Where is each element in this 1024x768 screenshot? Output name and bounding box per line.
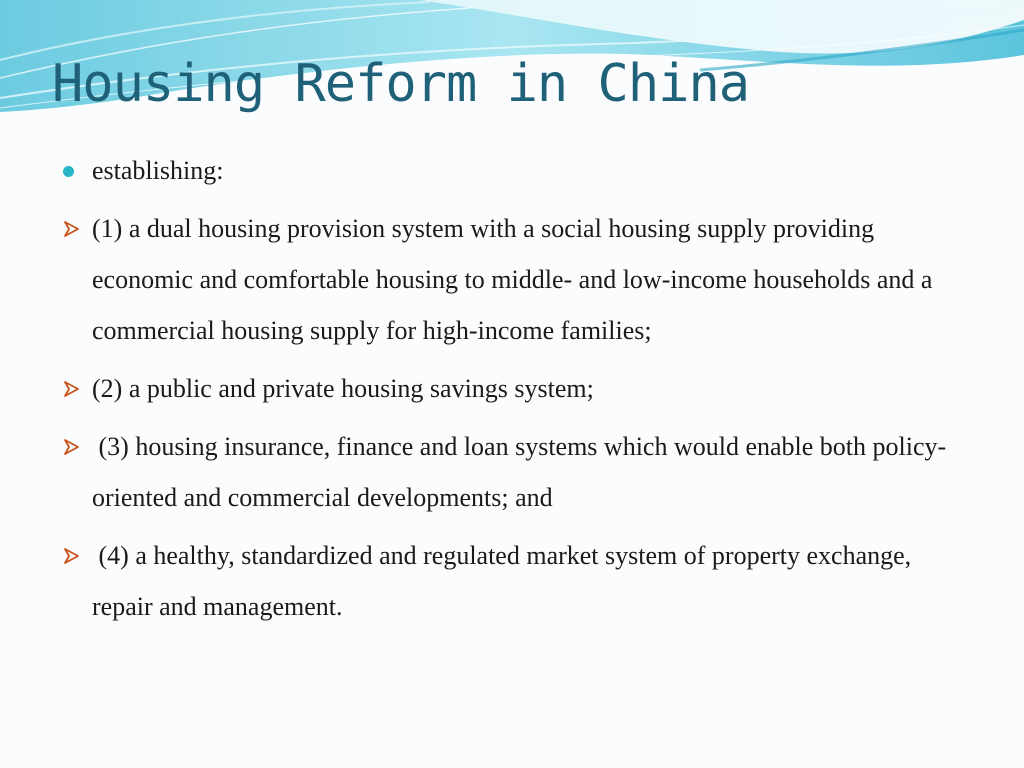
list-item-text: (2) a public and private housing savings system; bbox=[92, 374, 594, 403]
list-item-text: (4) a healthy, standardized and regulated market system of property exchange, repair and management. bbox=[92, 541, 918, 621]
arrow-icon bbox=[62, 530, 84, 581]
list-item bbox=[62, 530, 962, 632]
list-item bbox=[62, 203, 962, 356]
slide-title: Housing Reform in China bbox=[52, 54, 750, 114]
list-item bbox=[62, 145, 962, 196]
list-item bbox=[62, 421, 962, 523]
arrow-icon bbox=[62, 363, 84, 414]
bullet-list bbox=[62, 145, 962, 639]
list-item-text: (3) housing insurance, finance and loan systems which would enable both policy-oriented and commercial developments; and bbox=[92, 432, 947, 512]
arrow-icon bbox=[62, 421, 84, 472]
list-item-text: establishing: bbox=[92, 156, 224, 185]
dot-icon bbox=[62, 145, 84, 196]
list-item bbox=[62, 363, 962, 414]
arrow-icon bbox=[62, 203, 84, 254]
list-item-text: (1) a dual housing provision system with a social housing supply providing economic and comfortable housing to middle- and low-income households and a commercial housing supply for high-income families; bbox=[92, 214, 933, 345]
